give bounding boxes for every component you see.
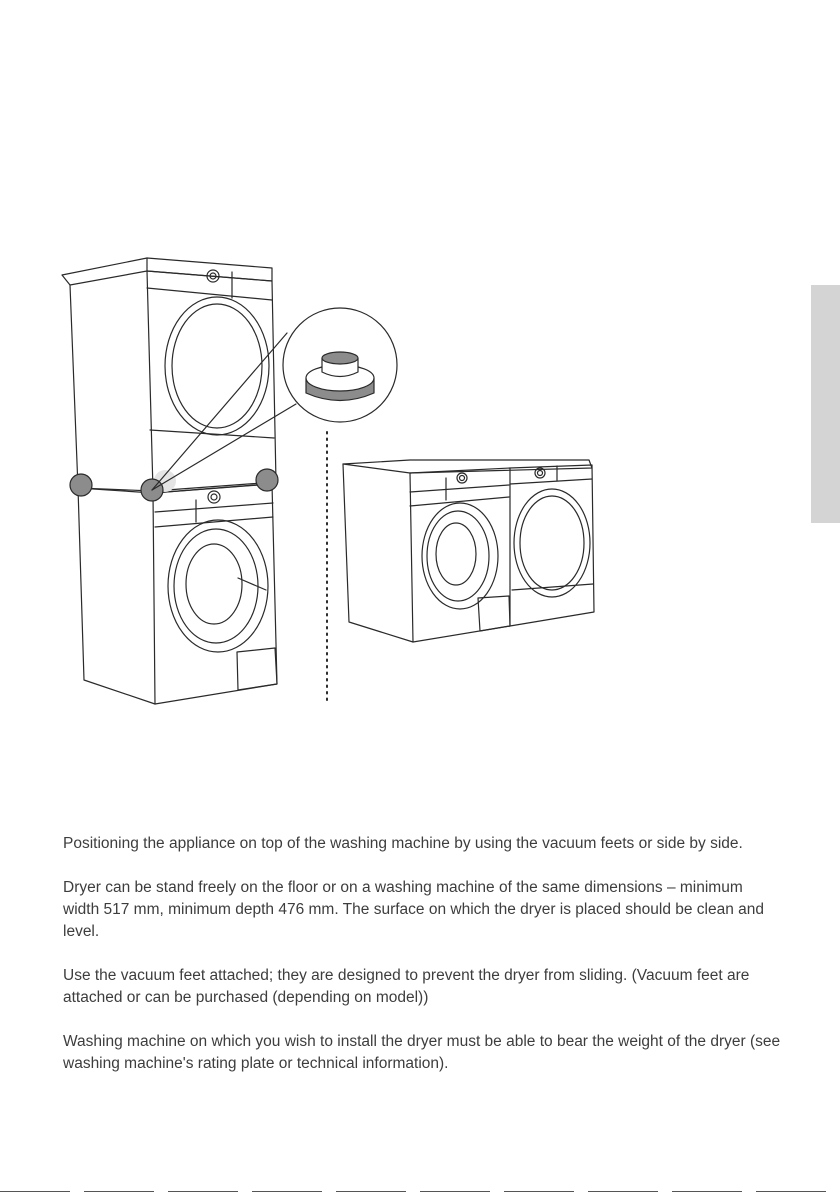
- paragraph-weight: Washing machine on which you wish to install the dryer must be able to bear the weight of the dryer (see washing machine's rating plate or technical information).: [63, 1033, 781, 1072]
- paragraph-dimensions: Dryer can be stand freely on the floor or on a washing machine of the same dimensions – minimum width 517 mm, minimum depth 476 mm. The surface on which the dryer is placed should be clean and level.: [63, 879, 765, 940]
- paragraph-vacuum-feet: Use the vacuum feet attached; they are designed to prevent the dryer from sliding. (Vacuum feet are attached or can be purchased (depending on model)): [63, 967, 750, 1006]
- vacuum-foot-markers: [70, 469, 278, 501]
- installation-instructions: [63, 833, 783, 1097]
- side-by-side-appliances: [343, 460, 594, 642]
- paragraph-positioning: Positioning the appliance on top of the washing machine by using the vacuum feets or side by side.: [63, 835, 743, 852]
- dryer-installation-illustration: [0, 240, 840, 720]
